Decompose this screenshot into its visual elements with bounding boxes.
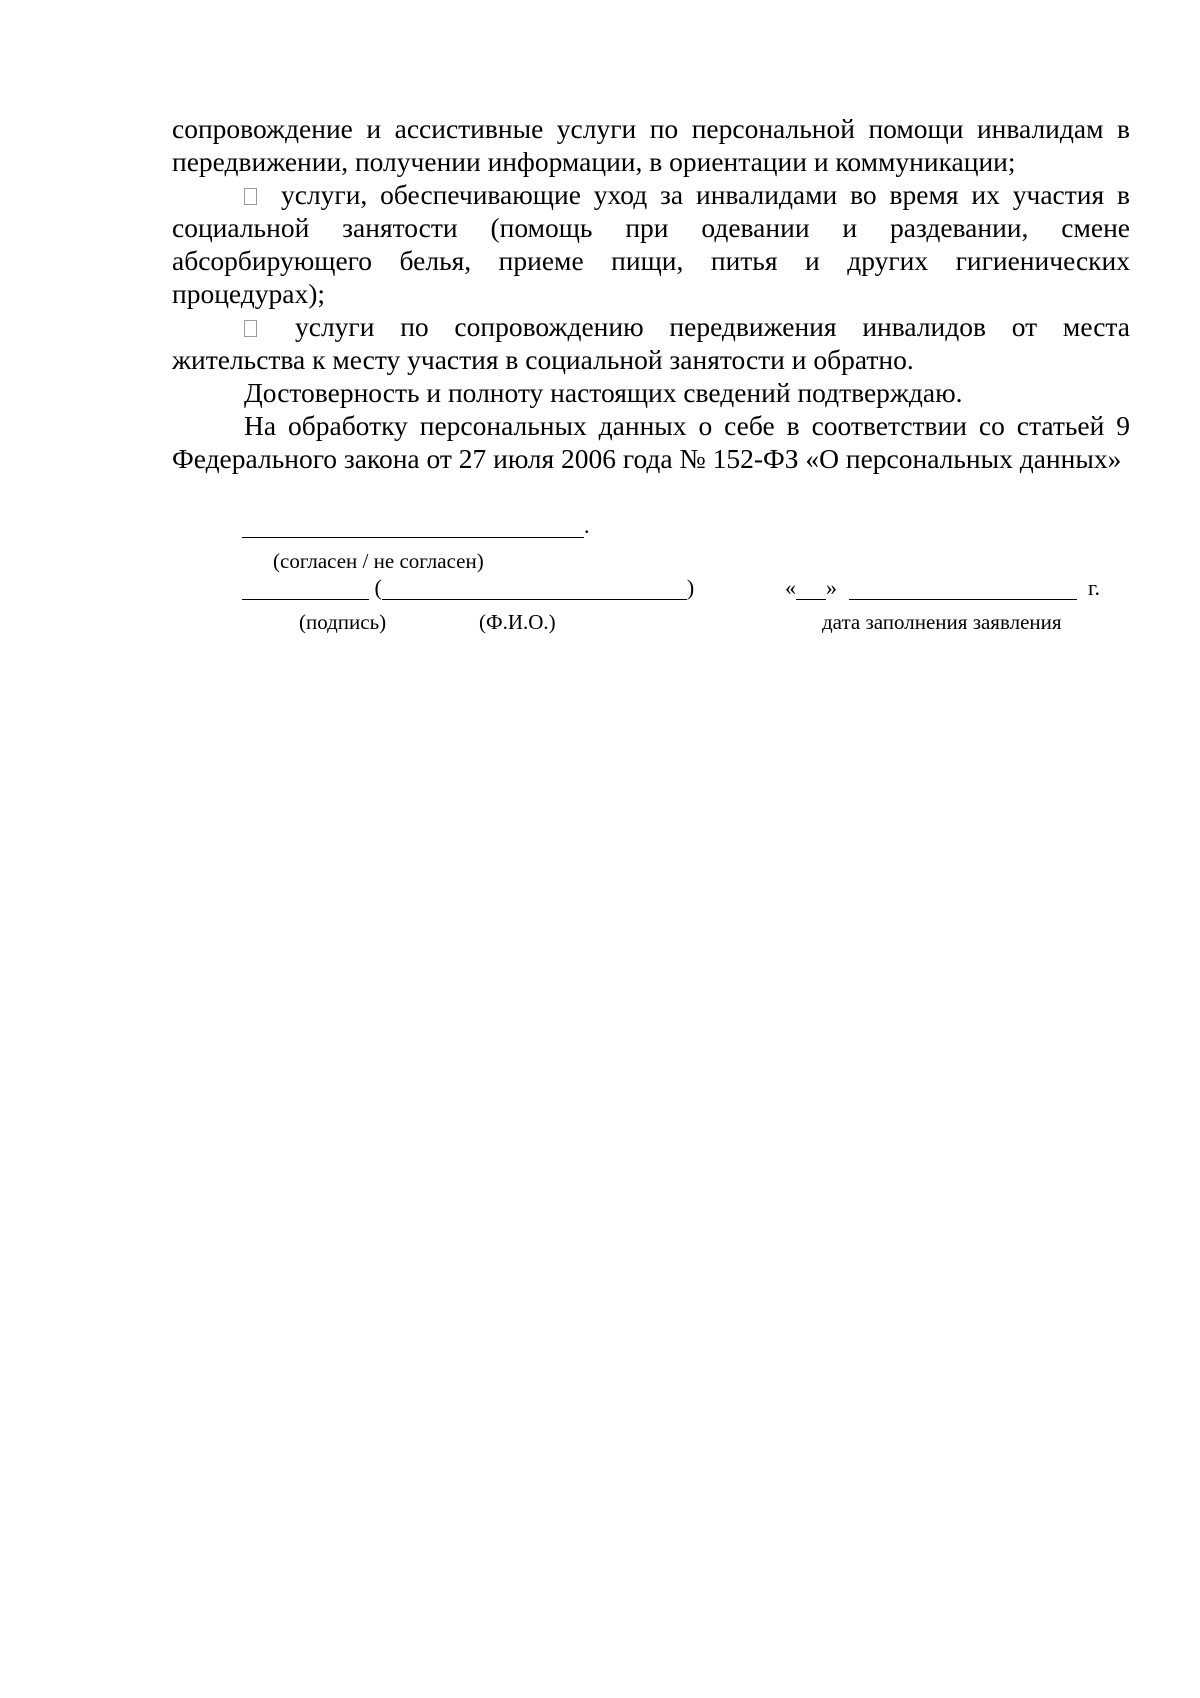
date-caption: дата заполнения заявления — [822, 610, 1062, 634]
signature-caption: (подпись) — [299, 610, 387, 634]
checkbox-icon[interactable] — [244, 320, 257, 337]
name-close-paren: ) — [686, 575, 695, 600]
signature-input-line[interactable] — [242, 579, 369, 600]
paragraph-confirmation: Достоверность и полноту настоящих сведений подтверждаю. — [244, 377, 963, 408]
date-quote-close: » — [826, 575, 837, 600]
consent-caption: (согласен / не согласен) — [273, 549, 484, 573]
day-input-line[interactable] — [796, 579, 826, 600]
name-caption: (Ф.И.О.) — [479, 610, 556, 634]
year-suffix: г. — [1088, 575, 1101, 600]
paragraph-transport-services — [172, 310, 1130, 376]
name-open-paren: ( — [374, 575, 382, 600]
document-body — [172, 112, 1130, 475]
care-services-text: услуги, обеспечивающие уход за инвалидами во время их участия в социальной занятости (помощь при одевании и раздевании, смене абсорбирующего белья, приеме пищи, питья и других гигиенических процедурах); — [172, 179, 1130, 309]
date-line — [785, 576, 1100, 600]
consent-terminator: . — [584, 513, 590, 538]
name-input-line[interactable] — [382, 579, 687, 600]
signature-line — [242, 576, 694, 600]
paragraph-care-services — [172, 178, 1130, 310]
date-quote-open: « — [785, 575, 796, 600]
month-year-input-line[interactable] — [849, 579, 1077, 600]
consent-field — [242, 514, 590, 538]
consent-input-line[interactable] — [242, 517, 584, 538]
transport-services-text: услуги по сопровождению передвижения инвалидов от места жительства к месту участия в социальной занятости и обратно. — [172, 311, 1130, 375]
paragraph-escort-services: сопровождение и ассистивные услуги по персональной помощи инвалидам в передвижении, получении информации, в ориентации и коммуникации; — [172, 113, 1130, 177]
checkbox-icon[interactable] — [244, 188, 257, 205]
paragraph-consent: На обработку персональных данных о себе в соответствии со статьей 9 Федерального закона от 27 июля 2006 года № 152-ФЗ «О персональных данных» — [172, 410, 1130, 474]
